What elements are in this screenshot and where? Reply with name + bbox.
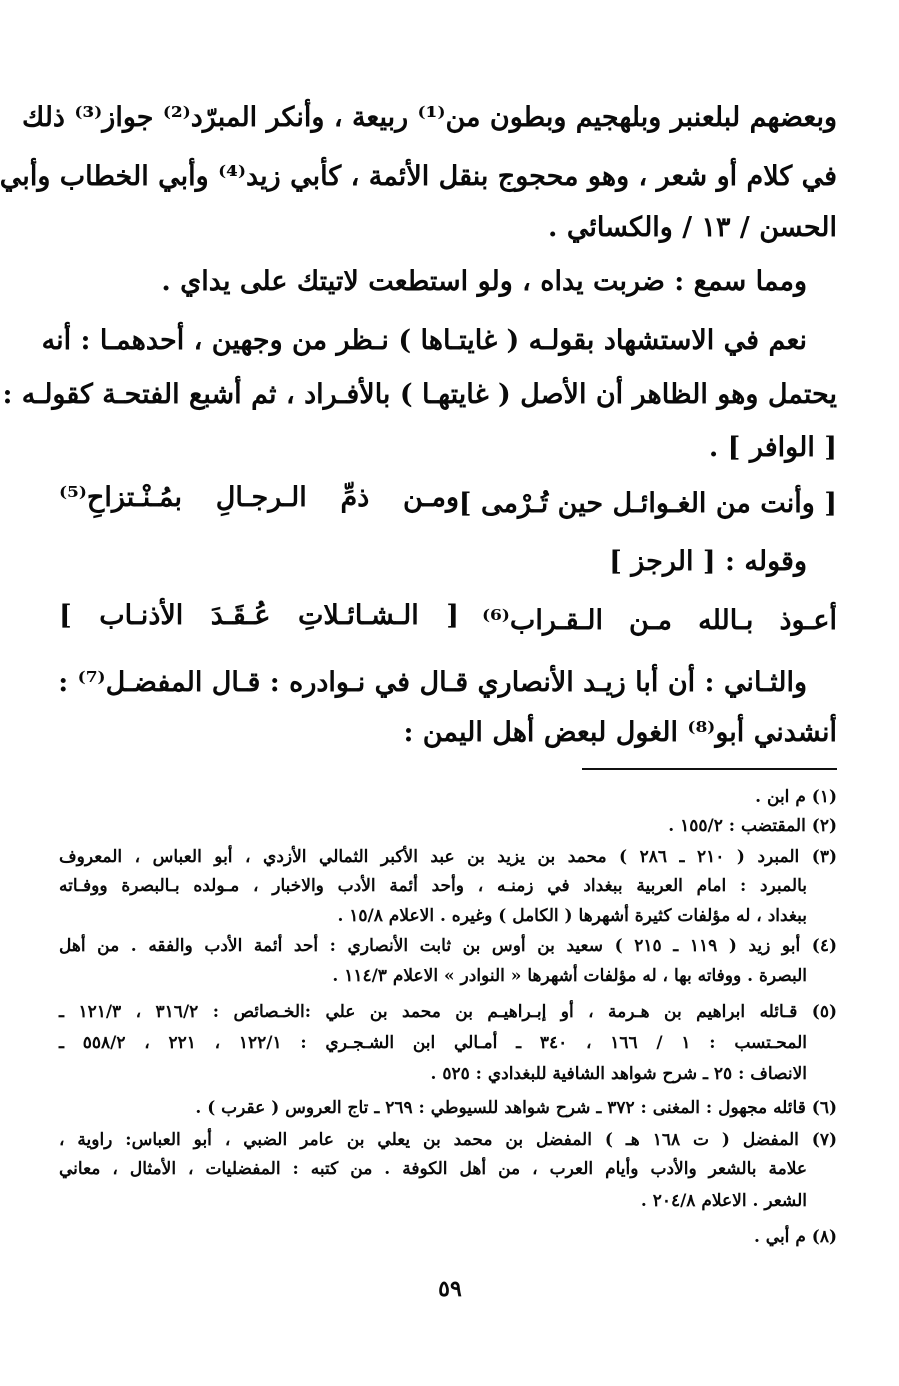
footnote-line: (٣) المبرد ( ٢١٠ ـ ٢٨٦ ) محمد بن يزيد بن عبد الأكبر الثمالي الأزدي ، أبو العباس ، المعروف bbox=[59, 847, 837, 867]
footnote-line: (٥) قـائله ابراهيم بن هـرمة ، أو إبـراهيـم بن محمد بن علي :الخـصائص : ٣١٦/٢ ، ١٢١/٣ ـ bbox=[59, 1002, 838, 1022]
footnote-line: (٧) المفضل ( ت ١٦٨ هـ ) المفضل بن محمد بن يعلي بن عامر الضبي ، أبو العباس: راوية ، bbox=[59, 1130, 837, 1150]
body-line: في كلام أو شعر ، وهو محجوج بنقل الأئمة ، كأبي زيد⁽⁴⁾ وأبي الخطاب وأبي bbox=[0, 161, 837, 192]
footnote-line: البصرة . ووفاته بها ، له مؤلفات أشهرها « النوادر » الاعلام ١١٤/٣ . bbox=[332, 966, 807, 986]
footnote-divider bbox=[582, 768, 837, 770]
footnote-line: (٨) م أبي . bbox=[753, 1227, 837, 1247]
body-line: [ الوافر ] . bbox=[708, 432, 837, 463]
body-line: يحتمل وهو الظاهر أن الأصل ( غايتهـا ) بالأفـراد ، ثم أشبع الفتحـة كقولـه : bbox=[2, 379, 837, 410]
footnote-line: علامة بالشعر والأدب وأيام العرب ، من أهل الكوفة . من كتبه : المفضليات ، الأمثال ، معاني bbox=[59, 1159, 807, 1179]
verse-second-hemistich: ومـن ذمِّ الـرجـالِ بمُـنْـتزاحِ⁽⁵⁾ bbox=[59, 482, 459, 513]
verse-first-hemistich: أعـوذ بـالله مـن الـقـراب⁽⁶⁾ bbox=[482, 605, 837, 636]
footnote-line: الشعر . الاعلام ٢٠٤/٨ . bbox=[640, 1191, 807, 1211]
footnote-line: ببغداد ، له مؤلفات كثيرة أشهرها ( الكامل ) وغيره . الاعلام ١٥/٨ . bbox=[337, 906, 807, 926]
verse-first-hemistich: [ وأنت من الغـوائـل حين تُـرْمى ] bbox=[458, 488, 837, 519]
body-line: ومما سمع : ضربت يداه ، ولو استطعت لاتيتك على يداي . bbox=[161, 266, 807, 297]
body-line: نعم في الاستشهاد بقولـه ( غايتـاها ) نـظر من وجهين ، أحدهمـا : أنه bbox=[41, 325, 807, 356]
footnote-line: (٤) أبو زيد ( ١١٩ ـ ٢١٥ ) سعيد بن أوس بن ثابت الأنصاري : أحد أئمة الأدب والفقه . من أهل bbox=[59, 936, 837, 956]
footnote-line: الانصاف : ٢٥ ـ شرح شواهد الشافية للبغدادي : ٥٢٥ . bbox=[430, 1064, 807, 1084]
footnote-line: (١) م ابن . bbox=[755, 787, 837, 807]
body-line: وقوله : [ الرجز ] bbox=[609, 546, 807, 577]
body-line: أنشدني أبو⁽⁸⁾ الغول لبعض أهل اليمن : bbox=[403, 717, 837, 748]
verse-second-hemistich: [ الـشـائـلاتِ عُـقَـدَ الأذنـاب ] bbox=[59, 600, 459, 631]
footnote-line: (٦) قائله مجهول : المغنى : ٣٧٢ ـ شرح شواهد للسيوطي : ٢٦٩ ـ تاج العروس ( عقرب ) . bbox=[195, 1098, 837, 1118]
body-line: الحسن / ١٣ / والكسائي . bbox=[548, 212, 837, 243]
footnote-line: بالمبرد : امام العربية ببغداد في زمنـه ، وأحد أئمة الأدب والاخبار ، مـولده بـالبصرة ووفـاته bbox=[59, 876, 807, 896]
footnote-line: (٢) المقتضب : ١٥٥/٢ . bbox=[668, 816, 837, 836]
footnote-line: المحـتسب : ١ / ١٦٦ ، ٣٤٠ ـ أمـالي ابن الشـجـري : ١٢٢/١ ، ٢٢١ ، ٥٥٨/٢ ـ bbox=[59, 1033, 807, 1053]
body-line: وبعضهم لبلعنبر وبلهجيم وبطون من⁽¹⁾ ربيعة ، وأنكر المبرّد⁽²⁾ جواز⁽³⁾ ذلك bbox=[21, 102, 837, 133]
book-page bbox=[2, 0, 899, 1386]
page-number: ٥٩ bbox=[438, 1276, 462, 1302]
body-line: والثـاني : أن أبا زيـد الأنصاري قـال في نـوادره : قـال المفضـل⁽⁷⁾ : bbox=[58, 667, 807, 698]
